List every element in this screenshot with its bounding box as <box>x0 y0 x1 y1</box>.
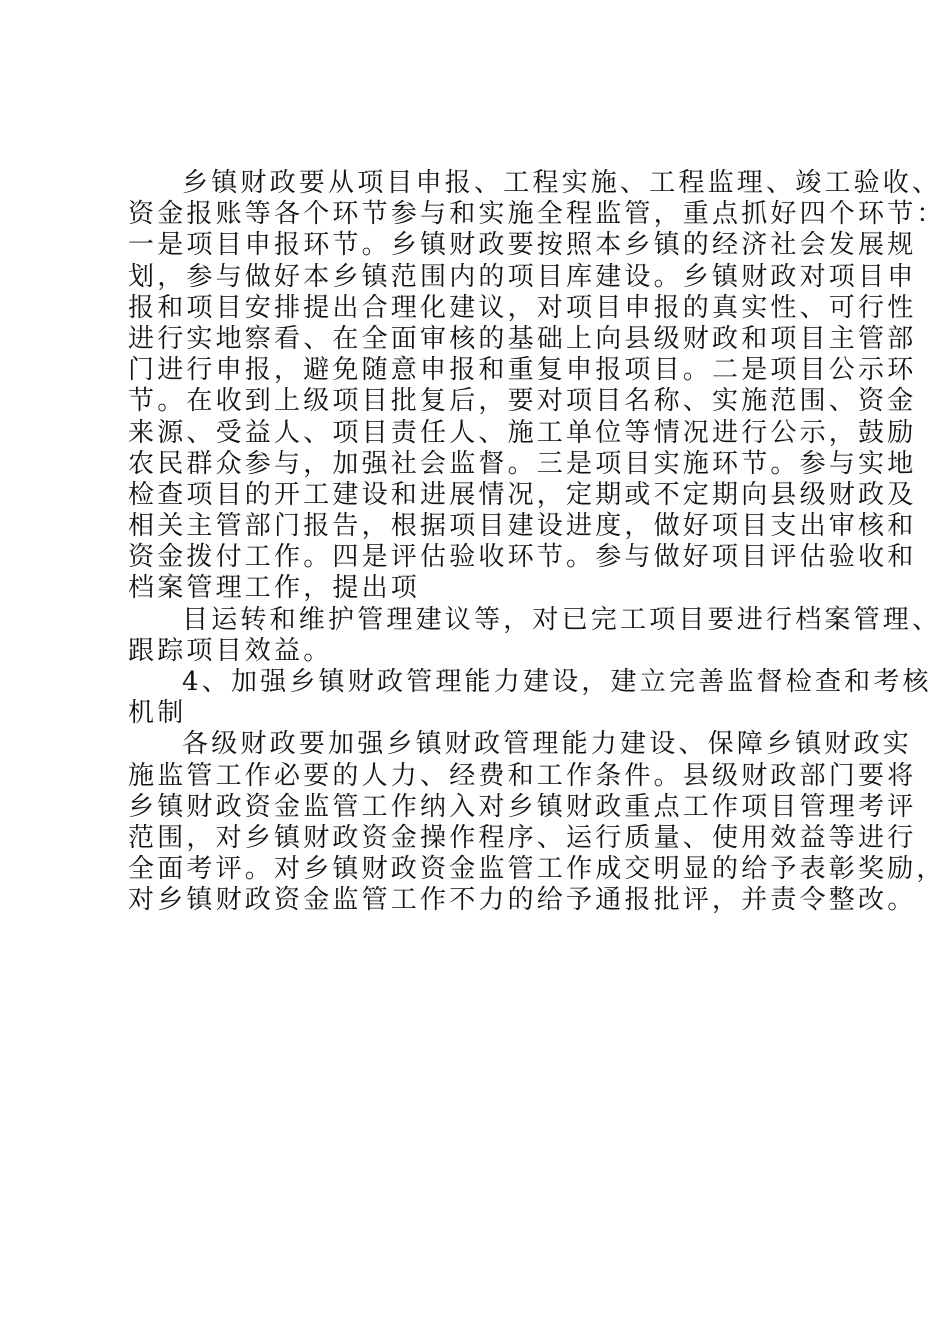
text-line: 乡镇财政要从项目申报、工程实施、工程监理、竣工验收、 <box>182 168 942 198</box>
text-line: 农民群众参与，加强社会监督。三是项目实施环节。参与实地 <box>128 448 917 479</box>
text-line: 报和项目安排提出合理化建议，对项目申报的真实性、可行性 <box>128 292 917 323</box>
text-line: 范围，对乡镇财政资金操作程序、运行质量、使用效益等进行 <box>128 822 917 853</box>
text-line: 目运转和维护管理建议等，对已完工项目要进行档案管理、 <box>182 604 942 635</box>
text-line: 来源、受益人、项目责任人、施工单位等情况进行公示，鼓励 <box>128 417 917 448</box>
text-line: 施监管工作必要的人力、经费和工作条件。县级财政部门要将 <box>128 760 917 791</box>
text-line: 跟踪项目效益。 <box>128 635 333 666</box>
text-line: 节。在收到上级项目批复后，要对项目名称、实施范围、资金 <box>128 386 917 417</box>
text-line: 对乡镇财政资金监管工作不力的给予通报批评，并责令整改。 <box>128 885 917 916</box>
text-line: 门进行申报，避免随意申报和重复申报项目。二是项目公示环 <box>128 355 917 386</box>
section-heading-line: 机制 <box>128 698 187 729</box>
text-line: 乡镇财政资金监管工作纳入对乡镇财政重点工作项目管理考评 <box>128 791 917 822</box>
text-line: 全面考评。对乡镇财政资金监管工作成交明显的给予表彰奖励， <box>128 854 946 885</box>
text-line: 档案管理工作，提出项 <box>128 573 421 604</box>
section-heading-line: 4、加强乡镇财政管理能力建设，建立完善监督检查和考核 <box>182 667 932 697</box>
text-line: 进行实地察看、在全面审核的基础上向县级财政和项目主管部 <box>128 323 917 354</box>
text-line: 划，参与做好本乡镇范围内的项目库建设。乡镇财政对项目申 <box>128 261 917 292</box>
text-line: 一是项目申报环节。乡镇财政要按照本乡镇的经济社会发展规 <box>128 230 917 261</box>
text-line: 资金拨付工作。四是评估验收环节。参与做好项目评估验收和 <box>128 542 917 573</box>
body-text <box>128 168 946 917</box>
text-line: 相关主管部门报告，根据项目建设进度，做好项目支出审核和 <box>128 511 917 542</box>
text-line: 各级财政要加强乡镇财政管理能力建设、保障乡镇财政实 <box>182 729 913 760</box>
text-line: 检查项目的开工建设和进展情况，定期或不定期向县级财政及 <box>128 479 917 510</box>
text-line: 资金报账等各个环节参与和实施全程监管，重点抓好四个环节： <box>128 199 946 230</box>
